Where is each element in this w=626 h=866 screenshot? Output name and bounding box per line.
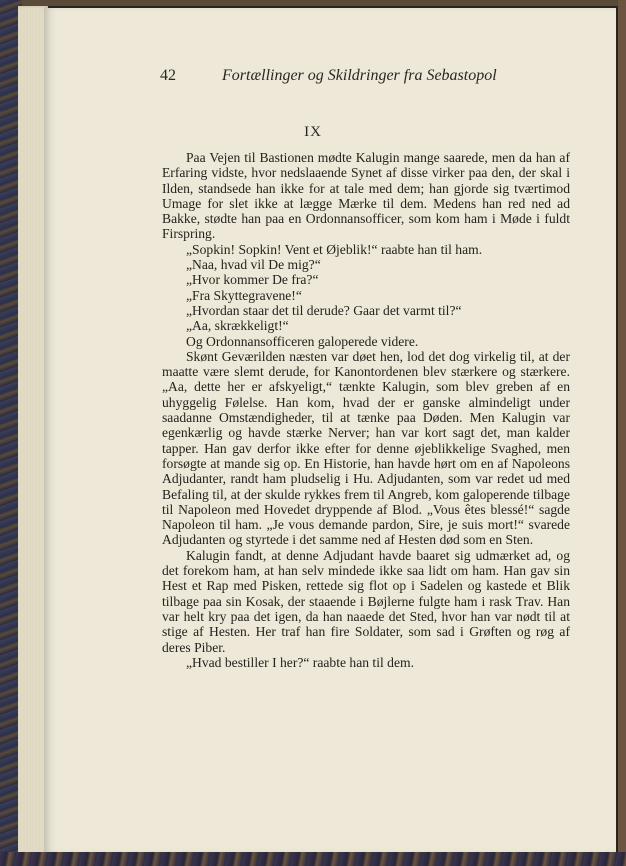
paragraph: „Hvor kommer De fra?“	[186, 272, 319, 288]
paragraph: Kalugin fandt, at denne Adjudant havde baaret sig udmærket ad, og det forekom ham, at han selv mindede ikke saa lidt om ham. Han gav sin Hest et Rap med Pisken, rettede sig flot op i Sadelen og kastede et Blik tilbage paa sin Kosak, der staaende i Bøjlerne fulgte ham i rask Trav. Han var helt kry paa det igen, da han naaede det Sted, hvor han var nødt til at stige af Hesten. Her traf han fire Soldater, som sad i Grøften og røg af deres Piber.	[162, 547, 570, 655]
paragraph: „Naa, hvad vil De mig?“	[186, 257, 321, 273]
page-header	[160, 67, 497, 85]
chapter-heading: IX	[304, 124, 322, 140]
marbled-cover-bottom	[0, 852, 626, 866]
paragraph: „Hvad bestiller I her?“ raabte han til dem.	[186, 654, 414, 670]
paragraph: „Aa, skrækkeligt!“	[186, 318, 289, 334]
paragraph: Paa Vejen til Bastionen mødte Kalugin mange saarede, men da han af Erfaring vidste, hvor nedslaaende Synet af disse virker paa den, der skal i Ilden, standsede han ikke for at tale med dem; han gjorde sig tværtimod Umage for slet ikke at lægge Mærke til dem. Medens han red ned ad Bakke, stødte han paa en Ordonnansofficer, som kom ham i Møde i fuldt Firspring.	[162, 150, 570, 242]
book-cover-top	[0, 0, 626, 6]
body-text	[162, 150, 570, 670]
running-title: Fortællinger og Skildringer fra Sebastopol	[222, 67, 497, 84]
page-number: 42	[160, 67, 176, 84]
paragraph: „Hvordan staar det til derude? Gaar det varmt til?“	[186, 302, 462, 318]
paragraph: „Sopkin! Sopkin! Vent et Øjeblik!“ raabte han til ham.	[186, 241, 483, 257]
paragraph: Skønt Geværilden næsten var døet hen, lod det dog virkelig til, at der maatte være slemt derude, for Kanontordenen blev stærkere og stærkere. „Aa, dette her er afskyeligt,“ tænkte Kalugin, som blev greben af en uhyggelig Følelse. Han kom, hvad der er ganske almindeligt under saadanne Omstændigheder, til at tænke paa Døden. Men Kalugin var egenkærlig og havde stærke Nerver; han var kort sagt det, man kalder tapper. Han gav derfor ikke efter for denne øjeblikkelige Svaghed, men forsøgte at mande sig op. En Historie, han havde hørt om en af Napoleons Adjudanter, randt ham pludselig i Hu. Adjudanten, som var redet ud med Befaling til, at der skulde rykkes frem til Angreb, kom galoperende tilbage til Napoleon med Hovedet dryppende af Blod. „Vous êtes blessé!“ sagde Napoleon til ham. „Je vous demande pardon, Sire, je suis mort!“ svarede Adjudanten og styrtede i det samme ned af Hesten død som en Sten.	[162, 348, 570, 548]
paragraph: „Fra Skyttegravene!“	[186, 287, 302, 303]
paragraph: Og Ordonnansofficeren galoperede videre.	[186, 333, 419, 349]
